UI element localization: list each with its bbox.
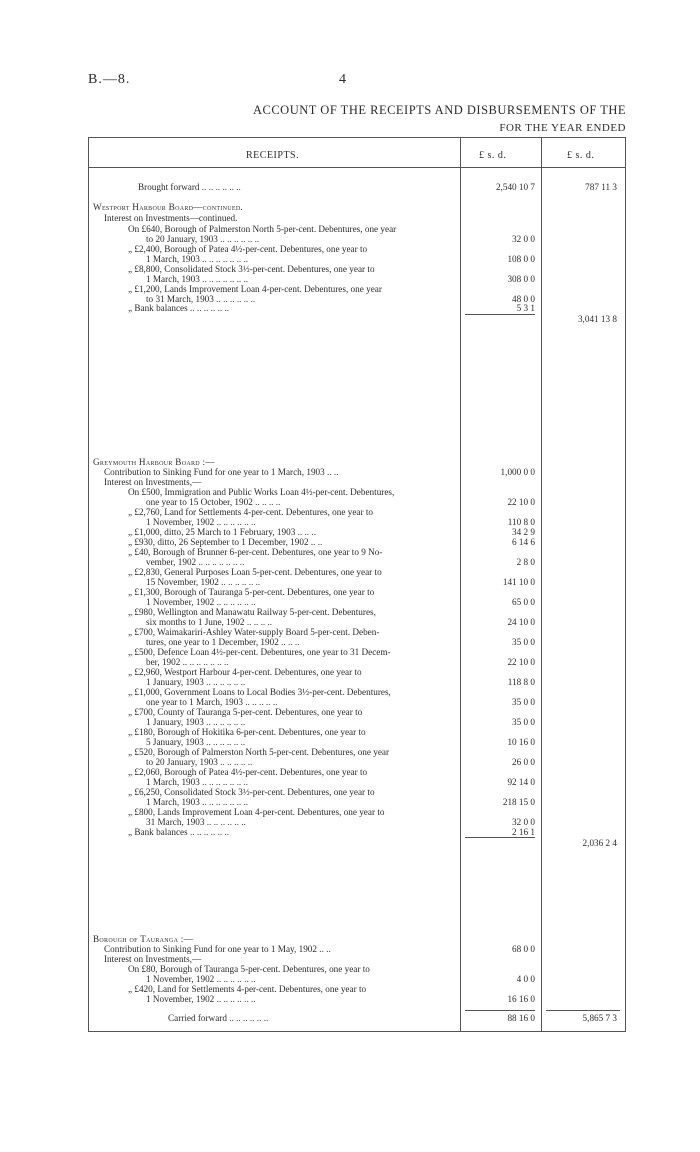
table-bottom-rule: [88, 1031, 626, 1032]
amount-cell: 110 8 0: [507, 517, 535, 527]
entry-text: „ £1,000, ditto, 25 March to 1 February, 1903: [128, 527, 296, 537]
entry-text: 1 March, 1903: [146, 254, 200, 264]
entry-text: Interest on Investments,—: [104, 477, 202, 487]
entry-text: On £500, Immigration and Public Works Loan 4½-per-cent. Debentures,: [128, 487, 395, 497]
entry-text: „ Bank balances: [128, 827, 188, 837]
entry-text: Interest on Investments—continued.: [104, 213, 238, 223]
entry-text: „ £1,200, Lands Improvement Loan 4-per-cent. Debentures, one year: [128, 284, 382, 294]
entry-text: „ £1,000, Government Loans to Local Bodies 3½-per-cent. Debentures,: [128, 687, 391, 697]
leader-dots: .. .. .. .. .. ..: [214, 517, 256, 527]
entry-text: to 20 January, 1903: [146, 234, 218, 244]
entry-text: six months to 1 June, 1902: [146, 617, 245, 627]
entry-text: Brought forward: [138, 182, 200, 192]
entry-text: 1 March, 1903: [146, 797, 200, 807]
entry-text: „ £980, Wellington and Manawatu Railway 5-per-cent. Debentures,: [128, 607, 376, 617]
leader-dots: .. ..: [308, 537, 323, 547]
entry-text: 5 January, 1903: [146, 737, 204, 747]
entry-description: [138, 182, 241, 193]
amount-cell: 308 0 0: [507, 274, 535, 284]
entry-text: On £80, Borough of Tauranga 5-per-cent. Debentures, one year to: [128, 964, 370, 974]
amount-cell: 2 8 0: [516, 557, 535, 567]
amount-cell: 65 0 0: [512, 597, 535, 607]
entry-text: „ £2,960, Westport Harbour 4-per-cent. Debentures, one year to: [128, 667, 362, 677]
amount-cell: 10 16 0: [507, 737, 535, 747]
leader-dots: .. .. .. .. ..: [217, 757, 253, 767]
leader-dots: .. .. .. .. .. .. ..: [196, 557, 245, 567]
amount-cell: 22 10 0: [507, 497, 535, 507]
leader-dots: .. .. .. .. .. ..: [214, 597, 256, 607]
entry-text: Greymouth Harbour Board :—: [93, 457, 215, 467]
entry-text: Contribution to Sinking Fund for one year to 1 March, 1903: [104, 467, 325, 477]
leader-dots: .. .. .. .. .. ..: [187, 657, 229, 667]
entry-text: „ £420, Land for Settlements 4-per-cent. Debentures, one year to: [128, 984, 367, 994]
total-cell: 3,041 13 8: [577, 314, 617, 324]
entry-text: Borough of Tauranga :—: [93, 934, 194, 944]
entry-text: 1 November, 1902: [146, 517, 215, 527]
entry-text: 1 January, 1903: [146, 677, 204, 687]
entry-text: 1 November, 1902: [146, 597, 215, 607]
leader-dots: .. .. .. .. .. ..: [203, 737, 246, 747]
leader-dots: .. .. .. .. .. .. ..: [199, 777, 249, 787]
amount-cell: 92 14 0: [507, 777, 535, 787]
entry-text: one year to 1 March, 1903: [146, 697, 243, 707]
amount-cell: 16 16 0: [507, 994, 535, 1004]
leader-dots: .. .. .. .. .. .. ..: [199, 274, 249, 284]
entry-description: [128, 303, 229, 314]
entry-text: „ £40, Borough of Brunner 6-per-cent. Debentures, one year to 9 No-: [128, 547, 383, 557]
leader-dots: .. ..: [324, 467, 339, 477]
leader-dots: .. ..: [317, 944, 331, 954]
receipts-column-header: RECEIPTS.: [246, 150, 300, 161]
amount-cell: 48 0 0: [512, 294, 535, 304]
total-cell: 5,865 7 3: [582, 1013, 617, 1023]
entry-description: [128, 827, 229, 838]
subtotal-rule: [465, 314, 535, 315]
entry-text: 15 November, 1902: [146, 577, 219, 587]
leader-dots: .. .. .. .. .. ..: [214, 994, 256, 1004]
amount-cell: 2,540 10 7: [495, 182, 535, 192]
entry-text: „ £8,800, Consolidated Stock 3½-per-cent. Debentures, one year to: [128, 264, 375, 274]
leader-dots: .. .. .. .. .. ..: [217, 234, 260, 244]
entry-text: 1 March, 1903: [146, 777, 200, 787]
entry-text: „ £2,060, Borough of Patea 4½-per-cent. Debentures, one year to: [128, 767, 368, 777]
amount-cell: 118 8 0: [507, 677, 535, 687]
entry-text: 1 March, 1903: [146, 274, 200, 284]
entry-text: „ £1,300, Borough of Tauranga 5-per-cent. Debentures, one year to: [128, 587, 375, 597]
amount-cell: 218 15 0: [502, 797, 535, 807]
entry-text: Contribution to Sinking Fund for one year to 1 May, 1902: [104, 944, 317, 954]
entry-text: „ £520, Borough of Palmerston North 5-per-cent. Debentures, one year: [128, 747, 390, 757]
entry-text: Interest on Investments,—: [104, 954, 202, 964]
entry-text: to 20 January, 1903: [146, 757, 218, 767]
amount-cell: 6 14 6: [512, 537, 535, 547]
amount-cell: 5 3 1: [516, 303, 535, 313]
amount-cell: 34 2 9: [512, 527, 535, 537]
table-right-rule: [625, 137, 626, 1032]
leader-dots: .. .. .. .. .. .. ..: [199, 797, 249, 807]
total-cell: 787 11 3: [585, 182, 617, 192]
subtotal-rule: [546, 1010, 620, 1011]
column-rule-1: [460, 137, 461, 1032]
amount-cell: 24 10 0: [507, 617, 535, 627]
amount-cell: 88 16 0: [507, 1013, 535, 1023]
amount-cell: 26 0 0: [512, 757, 535, 767]
leader-dots: .. .. .. .. .. ..: [187, 303, 230, 313]
account-title: ACCOUNT OF THE RECEIPTS AND DISBURSEMENTS OF THE: [252, 103, 626, 117]
column-rule-2: [541, 137, 542, 1032]
amount-cell: 32 0 0: [512, 234, 535, 244]
entry-text: 1 January, 1903: [146, 717, 204, 727]
leader-dots: .. .. .. .. .. ..: [214, 974, 256, 984]
amount-cell: 35 0 0: [512, 697, 535, 707]
entry-text: vember, 1902: [146, 557, 197, 567]
entry-text: Carried forward: [168, 1013, 227, 1023]
leader-dots: .. .. .. ..: [244, 617, 273, 627]
entry-description: [104, 213, 237, 224]
entry-text: tures, one year to 1 December, 1902: [146, 637, 279, 647]
entry-description: [168, 1013, 268, 1024]
entry-text: „ £700, County of Tauranga 5-per-cent. Debentures, one year to: [128, 707, 363, 717]
entry-description: [146, 994, 256, 1005]
total-cell: 2,036 2 4: [582, 838, 617, 848]
leader-dots: .. .. ..: [278, 637, 300, 647]
leader-dots: .. .. ..: [295, 527, 316, 537]
entry-text: 31 March, 1903: [146, 817, 205, 827]
subtotal-rule: [465, 1010, 535, 1011]
leader-dots: .. .. .. .. .. ..: [187, 827, 230, 837]
entry-text: 1 November, 1902: [146, 994, 215, 1004]
entry-text: 1 November, 1902: [146, 974, 215, 984]
account-subtitle: FOR THE YEAR ENDED: [499, 122, 626, 134]
entry-text: ber, 1902 ..: [146, 657, 188, 667]
leader-dots: .. .. .. .. .. ..: [199, 182, 241, 192]
total-column-header: £ s. d.: [567, 150, 595, 161]
entry-text: „ £700, Waimakariri-Ashley Water-supply Board 5-per-cent. Deben-: [128, 627, 380, 637]
amount-cell: 35 0 0: [512, 637, 535, 647]
leader-dots: .. .. .. .. .. ..: [213, 294, 256, 304]
header-bottom-rule: [88, 167, 626, 168]
entry-text: On £640, Borough of Palmerston North 5-per-cent. Debentures, one year: [128, 224, 397, 234]
entry-text: Westport Harbour Board—continued.: [93, 202, 244, 212]
amount-cell: 141 10 0: [502, 577, 535, 587]
entry-text: one year to 15 October, 1902: [146, 497, 253, 507]
amount-cell: 2 16 1: [512, 827, 535, 837]
section-heading: [93, 202, 243, 213]
amount-cell: 4 0 0: [516, 974, 535, 984]
entry-text: „ £2,760, Land for Settlements 4-per-cent. Debentures, one year to: [128, 507, 373, 517]
entry-text: „ £930, ditto, 26 September to 1 December, 1902: [128, 537, 309, 547]
entry-text: to 31 March, 1903: [146, 294, 214, 304]
leader-dots: .. .. .. .. .. ..: [218, 577, 261, 587]
amount-cell: 1,000 0 0: [500, 467, 535, 477]
amount-column-header: £ s. d.: [479, 150, 507, 161]
leader-dots: .. .. .. .. .. ..: [204, 817, 246, 827]
table-left-rule: [88, 137, 89, 1032]
leader-dots: .. .. .. .. .. ..: [203, 677, 246, 687]
leader-dots: .. .. .. ..: [252, 497, 281, 507]
amount-cell: 108 0 0: [507, 254, 535, 264]
entry-text: „ £6,250, Consolidated Stock 3½-per-cent. Debentures, one year to: [128, 787, 375, 797]
amount-cell: 35 0 0: [512, 717, 535, 727]
entry-text: „ £2,830, General Purposes Loan 5-per-cent. Debentures, one year to: [128, 567, 382, 577]
page-number: 4: [339, 72, 346, 87]
entry-text: „ £180, Borough of Hokitika 6-per-cent. Debentures, one year to: [128, 727, 366, 737]
entry-text: „ £800, Lands Improvement Loan 4-per-cent. Debentures, one year to: [128, 807, 385, 817]
amount-cell: 68 0 0: [512, 944, 535, 954]
amount-cell: 32 0 0: [512, 817, 535, 827]
leader-dots: .. .. .. .. .. .. ..: [199, 254, 249, 264]
amount-cell: 22 10 0: [507, 657, 535, 667]
leader-dots: .. .. .. .. ..: [242, 697, 278, 707]
entry-text: „ Bank balances: [128, 303, 188, 313]
entry-text: „ £2,400, Borough of Patea 4½-per-cent. Debentures, one year to: [128, 244, 368, 254]
leader-dots: .. .. .. .. .. ..: [226, 1013, 269, 1023]
table-top-rule: [88, 137, 626, 138]
document-reference: B.—8.: [88, 72, 131, 87]
entry-text: „ £500, Defence Loan 4½-per-cent. Debentures, one year to 31 Decem-: [128, 647, 391, 657]
leader-dots: .. .. .. .. .. ..: [203, 717, 246, 727]
